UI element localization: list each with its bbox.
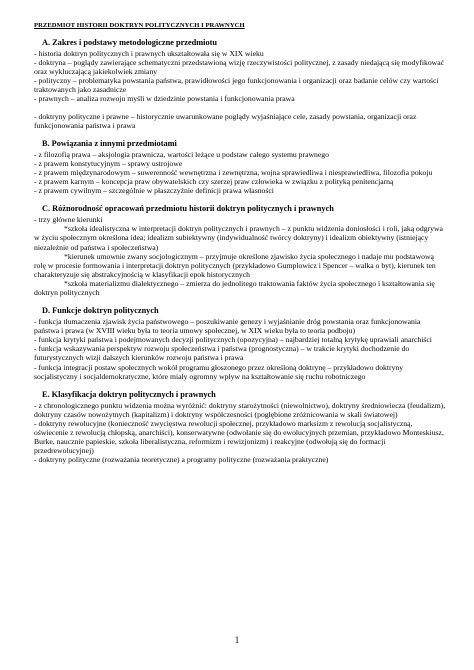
paragraph: - funkcja tłumaczenia zjawisk życia państwowego – poszukiwanie genezy i wyjaśnianie dróg powstania oraz funkcjonowania państwa i prawa (w XVIII wieku była to teoria umowy społecznej, w XIX wieku była to teoria podboju): [34, 317, 421, 336]
section-heading: E. Klasyfikacja doktryn politycznych i prawnych: [42, 389, 216, 399]
section-heading: C. Różnorodność opracowań przedmiotu historii doktryn politycznych i prawnych: [42, 204, 334, 214]
paragraph: - funkcja integracji postaw społecznych wokół programu głoszonego przez określoną doktrynę – przykładowo doktryny socjalistyczny i socjaldemokratyczne, które miały ogromny wpływ na kształtowanie się ruchu robotniczego: [34, 362, 404, 381]
paragraph: - historia doktryn politycznych i prawnych ukształtowała się w XIX wieku: [34, 49, 264, 58]
paragraph: - z prawem cywilnym – szczególnie w płaszczyźnie definicji prawa własności: [34, 186, 274, 196]
section-a: [34, 38, 446, 130]
section-e: [34, 390, 446, 465]
paragraph: - z filozofią prawa – aksjologia prawnicza, wartości leżące u podstaw całego systemu prawnego: [34, 149, 329, 159]
paragraph: - prawnych – analiza rozwoju myśli w dziedzinie powstania i funkcjonowania prawa: [34, 94, 295, 104]
paragraph: - doktryny polityczne i prawne – historycznie uwarunkowane poglądy wyjaśniające cele, zasady powstania, organizacji oraz funkcjonowania państwa i prawa: [34, 111, 417, 130]
section-heading: B. Powiązania z innymi przedmiotami: [42, 138, 177, 148]
section-c: [34, 204, 446, 297]
paragraph: - z prawem konstytucyjnym – sprawy ustrojowe: [34, 158, 183, 168]
paragraph-gap: [34, 104, 446, 112]
page-number: 1: [234, 635, 240, 645]
document-body: [34, 38, 446, 473]
paragraph: *szkoła materializmu dialektycznego – zmierza do jednolitego traktowania faktów życia społecznego i kształtowania się doktryn politycznych: [34, 278, 435, 297]
paragraph: *kierunek umownie zwany socjologicznym – przyjmuje określone zjawisko życia społecznego i nadaje mu podstawową rolę w procesie formowania i interpretacji doktryn politycznych (przykładowo Gumplowicz i Spencer – walka o byt), kierunek ten charakteryzuje się abstrakcyjnością w klasyfikacji epok historycznych: [34, 251, 436, 279]
paragraph: - polityczny – problematyka powstania państwa, prawidłowości jego funkcjonowania i organizacji oraz badanie celów czy wartości traktowanych jako zasadnicze: [34, 76, 439, 95]
paragraph: - trzy główne kierunki: [34, 215, 103, 225]
section-heading: D. Funkcje doktryn politycznych: [42, 306, 159, 316]
section-d: [34, 306, 446, 381]
document-title: PRZEDMIOT HISTORII DOKTRYN POLITYCZNYCH I PRAWNYCH: [34, 22, 245, 29]
paragraph: - funkcja wskazywania perspektyw rozwoju społeczeństwa i państwa (prognostyczna) – w trakcie krytyki dochodzenie do futurystycznych wizji dalszych kierunków rozwoju państwa i prawa: [34, 344, 410, 363]
paragraph: - z chronologicznego punktu widzenia można wyróżnić: doktryny starożytności (niewolnictwo), doktryny średniowiecza (feudalizm), doktryny czasów nowożytnych (kapitalizm) i doktryny współczesności (pogłębione zróżnicowania w skali światowej): [34, 400, 446, 419]
section-heading: A. Zakres i podstawy metodologiczne przedmiotu: [42, 38, 217, 47]
paragraph: - doktryny polityczne (rozważania teoretyczne) a programy polityczne (rozważania praktyczne): [34, 455, 329, 465]
paragraph: - doktryny rewolucyjne (konieczność zwycięstwa rewolucji społecznej, przykładowo marksizm z rewolucją socjalistyczną, oświecenie z rewolucją chłopską, anarchiści), konserwatywne (odwołanie się do ewolucyjnych przemian, przykładowo Monteskiusz, Burke, naucznie papieskie, szkoła liberalistyczna, reformizm i rewizjonizm) i reakcyjne (odwołują się do formacji przedrewolucyjnej): [34, 418, 444, 456]
section-b: [34, 139, 446, 195]
paragraph: - funkcja krytyki państwa i podejmowanych decyzji politycznych (opozycyjna) – najbardziej totalną krytykę uprawiali anarchiści: [34, 335, 432, 345]
paragraph: *szkoła idealistyczna w interpretacji doktryn politycznych i prawnych – z punktu widzenia doniosłości i roli, jaką odgrywa w życiu społecznym określona idea; idealizm subiektywny (indywidualność twórcy doktryny) i idealizm obiektywny (istniejący niezależnie od państwa i społeczeństwa): [34, 224, 443, 252]
paragraph: - doktryna – poglądy zawierające schematyczni przedstawioną wizję rzeczywistości politycznej, z zasady niedającą się modyfikować oraz wykluczającą jakiekolwiek zmiany: [34, 58, 445, 77]
paragraph: - z prawem karnym – koncepcja praw obywatelskich czy szerzej praw człowieka w związku z polityką penitencjarną: [34, 177, 394, 187]
paragraph: - z prawem międzynarodowym – suwerenność wewnętrzna i zewnętrzna, wojna sprawiedliwa i niesprawiedliwa, filozofia pokoju: [34, 167, 433, 177]
